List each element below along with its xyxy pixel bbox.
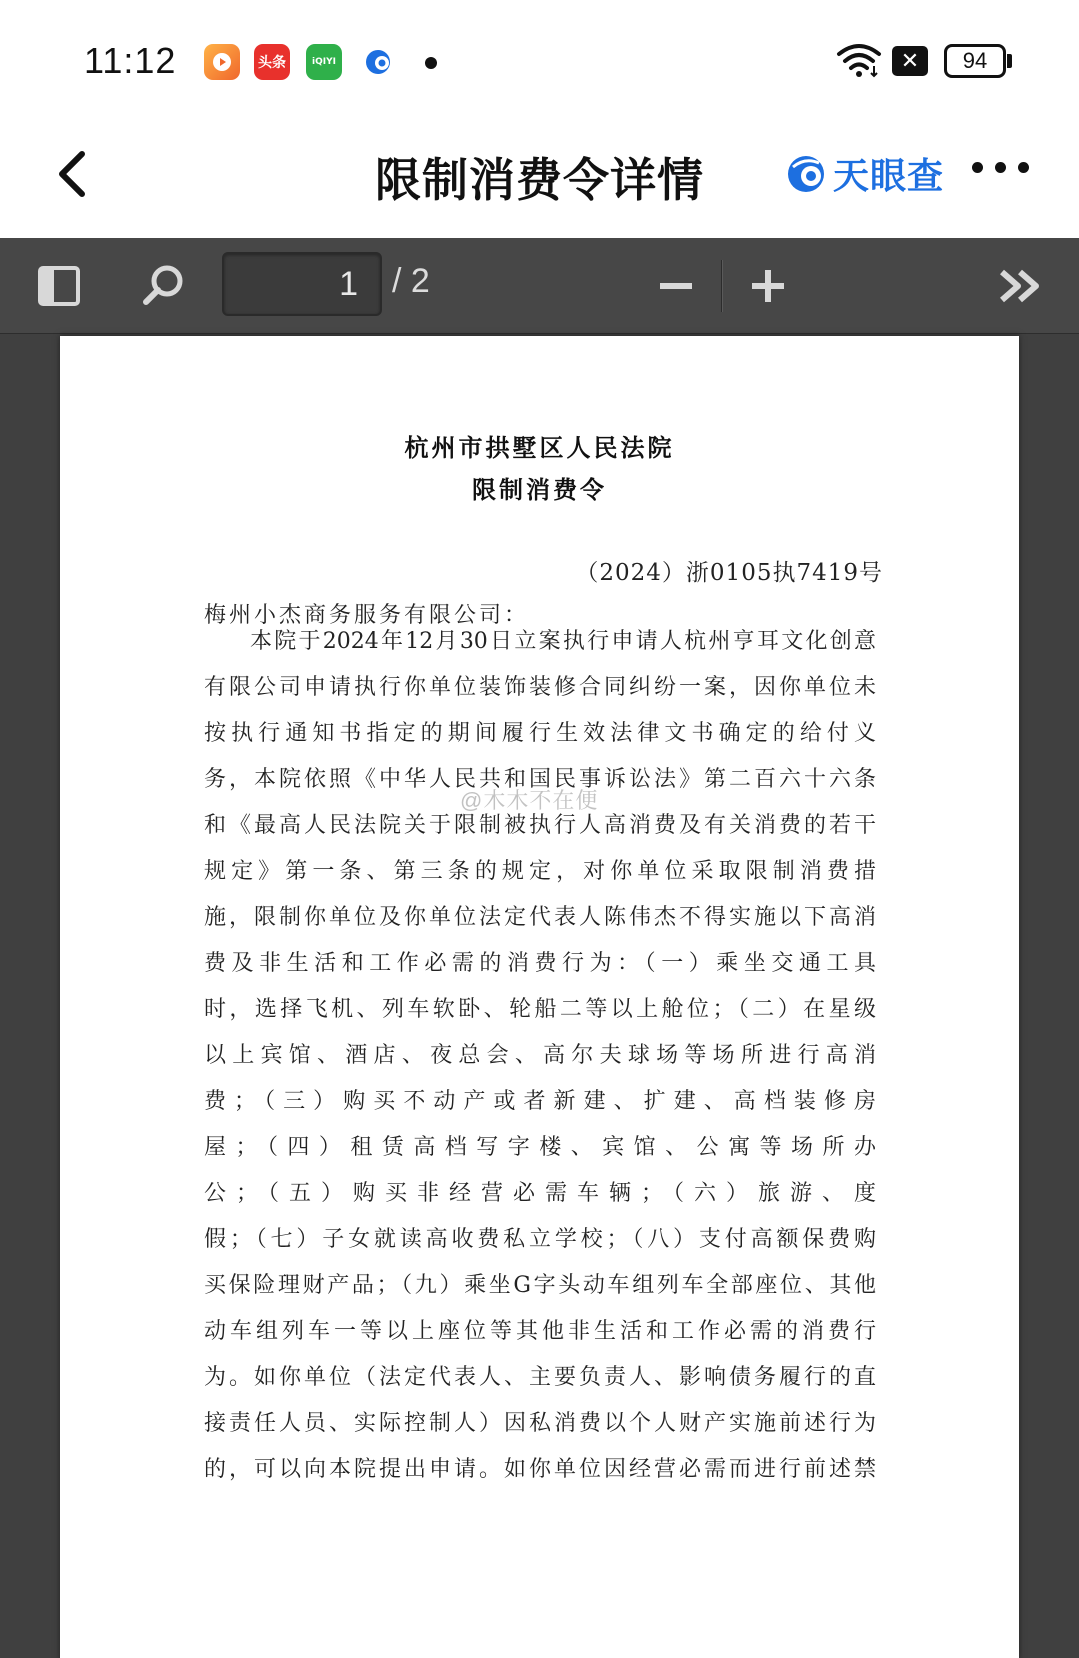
zoom-out-icon[interactable] — [656, 274, 696, 298]
document-page — [60, 336, 1019, 1658]
body-line: 为。如你单位（法定代表人、主要负责人、影响债务履行的直 — [204, 1365, 876, 1390]
body-line: 公；（五）购买非经营必需车辆；（六）旅游、度 — [204, 1181, 876, 1206]
addressee: 梅州小杰商务服务有限公司： — [204, 603, 530, 628]
body-line: 的，可以向本院提出申请。如你单位因经营必需而进行前述禁 — [204, 1457, 876, 1482]
body-line: 动车组列车一等以上座位等其他非生活和工作必需的消费行 — [204, 1319, 876, 1344]
body-line: 按执行通知书指定的期间履行生效法律文书确定的给付义 — [204, 721, 876, 746]
battery-level: 94 — [962, 48, 988, 73]
court-name: 杭州市拱墅区人民法院 — [404, 433, 675, 462]
zoom-divider — [721, 260, 723, 312]
body-line: 和《最高人民法院关于限制被执行人高消费及有关消费的若干 — [204, 813, 876, 838]
iqiyi-label: iQIYI — [312, 57, 336, 67]
video-app-icon — [204, 44, 240, 80]
watermark: @木木不在便 — [460, 788, 599, 813]
body-line: 接责任人员、实际控制人）因私消费以个人财产实施前述行为 — [204, 1411, 876, 1436]
notification-dot — [425, 57, 437, 69]
close-notification-icon: ✕ — [892, 46, 928, 76]
body-line: 规定》第一条、第三条的规定，对你单位采取限制消费措 — [204, 859, 876, 884]
page-number-input[interactable]: 1 — [222, 252, 382, 316]
body-line: 买保险理财产品；（九）乘坐G字头动车组列车全部座位、其他 — [204, 1273, 876, 1298]
brand-name: 天眼查 — [833, 156, 945, 197]
body-line: 本院于2024年12月30日立案执行申请人杭州亨耳文化创意 — [250, 629, 876, 654]
status-time: 11:12 — [84, 40, 177, 81]
tianyancha-logo-icon — [785, 153, 827, 195]
tools-menu-icon[interactable] — [996, 266, 1044, 306]
battery-tip — [1007, 54, 1012, 68]
case-number: （2024）浙0105执7419号 — [575, 560, 883, 586]
page-title: 限制消费令详情 — [375, 153, 704, 207]
toutiao-icon — [254, 44, 290, 80]
toutiao-label: 头条 — [258, 55, 286, 71]
more-options-icon[interactable] — [972, 162, 1029, 173]
battery-indicator — [944, 44, 1006, 78]
tianyancha-small-icon — [360, 44, 396, 80]
pdf-toolbar — [0, 238, 1079, 334]
body-line: 有限公司申请执行你单位装饰装修合同纠纷一案，因你单位未 — [204, 675, 876, 700]
sidebar-toggle-icon[interactable] — [38, 266, 80, 306]
body-line: 费及非生活和工作必需的消费行为：（一）乘坐交通工具 — [204, 951, 876, 976]
body-line: 务，本院依照《中华人民共和国民事诉讼法》第二百六十六条 — [204, 767, 876, 792]
body-line: 屋；（四）租赁高档写字楼、宾馆、公寓等场所办 — [204, 1135, 876, 1160]
zoom-in-icon[interactable] — [748, 266, 788, 306]
iqiyi-icon — [306, 44, 342, 80]
search-icon[interactable] — [140, 262, 186, 308]
body-line: 以上宾馆、酒店、夜总会、高尔夫球场等场所进行高消 — [204, 1043, 876, 1068]
status-bar — [0, 0, 1079, 120]
brand-logo — [785, 148, 944, 199]
body-line: 时，选择飞机、列车软卧、轮船二等以上舱位；（二）在星级 — [204, 997, 876, 1022]
wifi-icon — [836, 42, 882, 78]
body-line: 施，限制你单位及你单位法定代表人陈伟杰不得实施以下高消 — [204, 905, 876, 930]
document-type: 限制消费令 — [472, 475, 607, 504]
body-line: 假；（七）子女就读高收费私立学校；（八）支付高额保费购 — [204, 1227, 876, 1252]
page-total-label: / 2 — [392, 262, 430, 300]
title-bar — [0, 120, 1079, 238]
body-line: 费；（三）购买不动产或者新建、扩建、高档装修房 — [204, 1089, 876, 1114]
pdf-viewer[interactable] — [0, 334, 1079, 1658]
